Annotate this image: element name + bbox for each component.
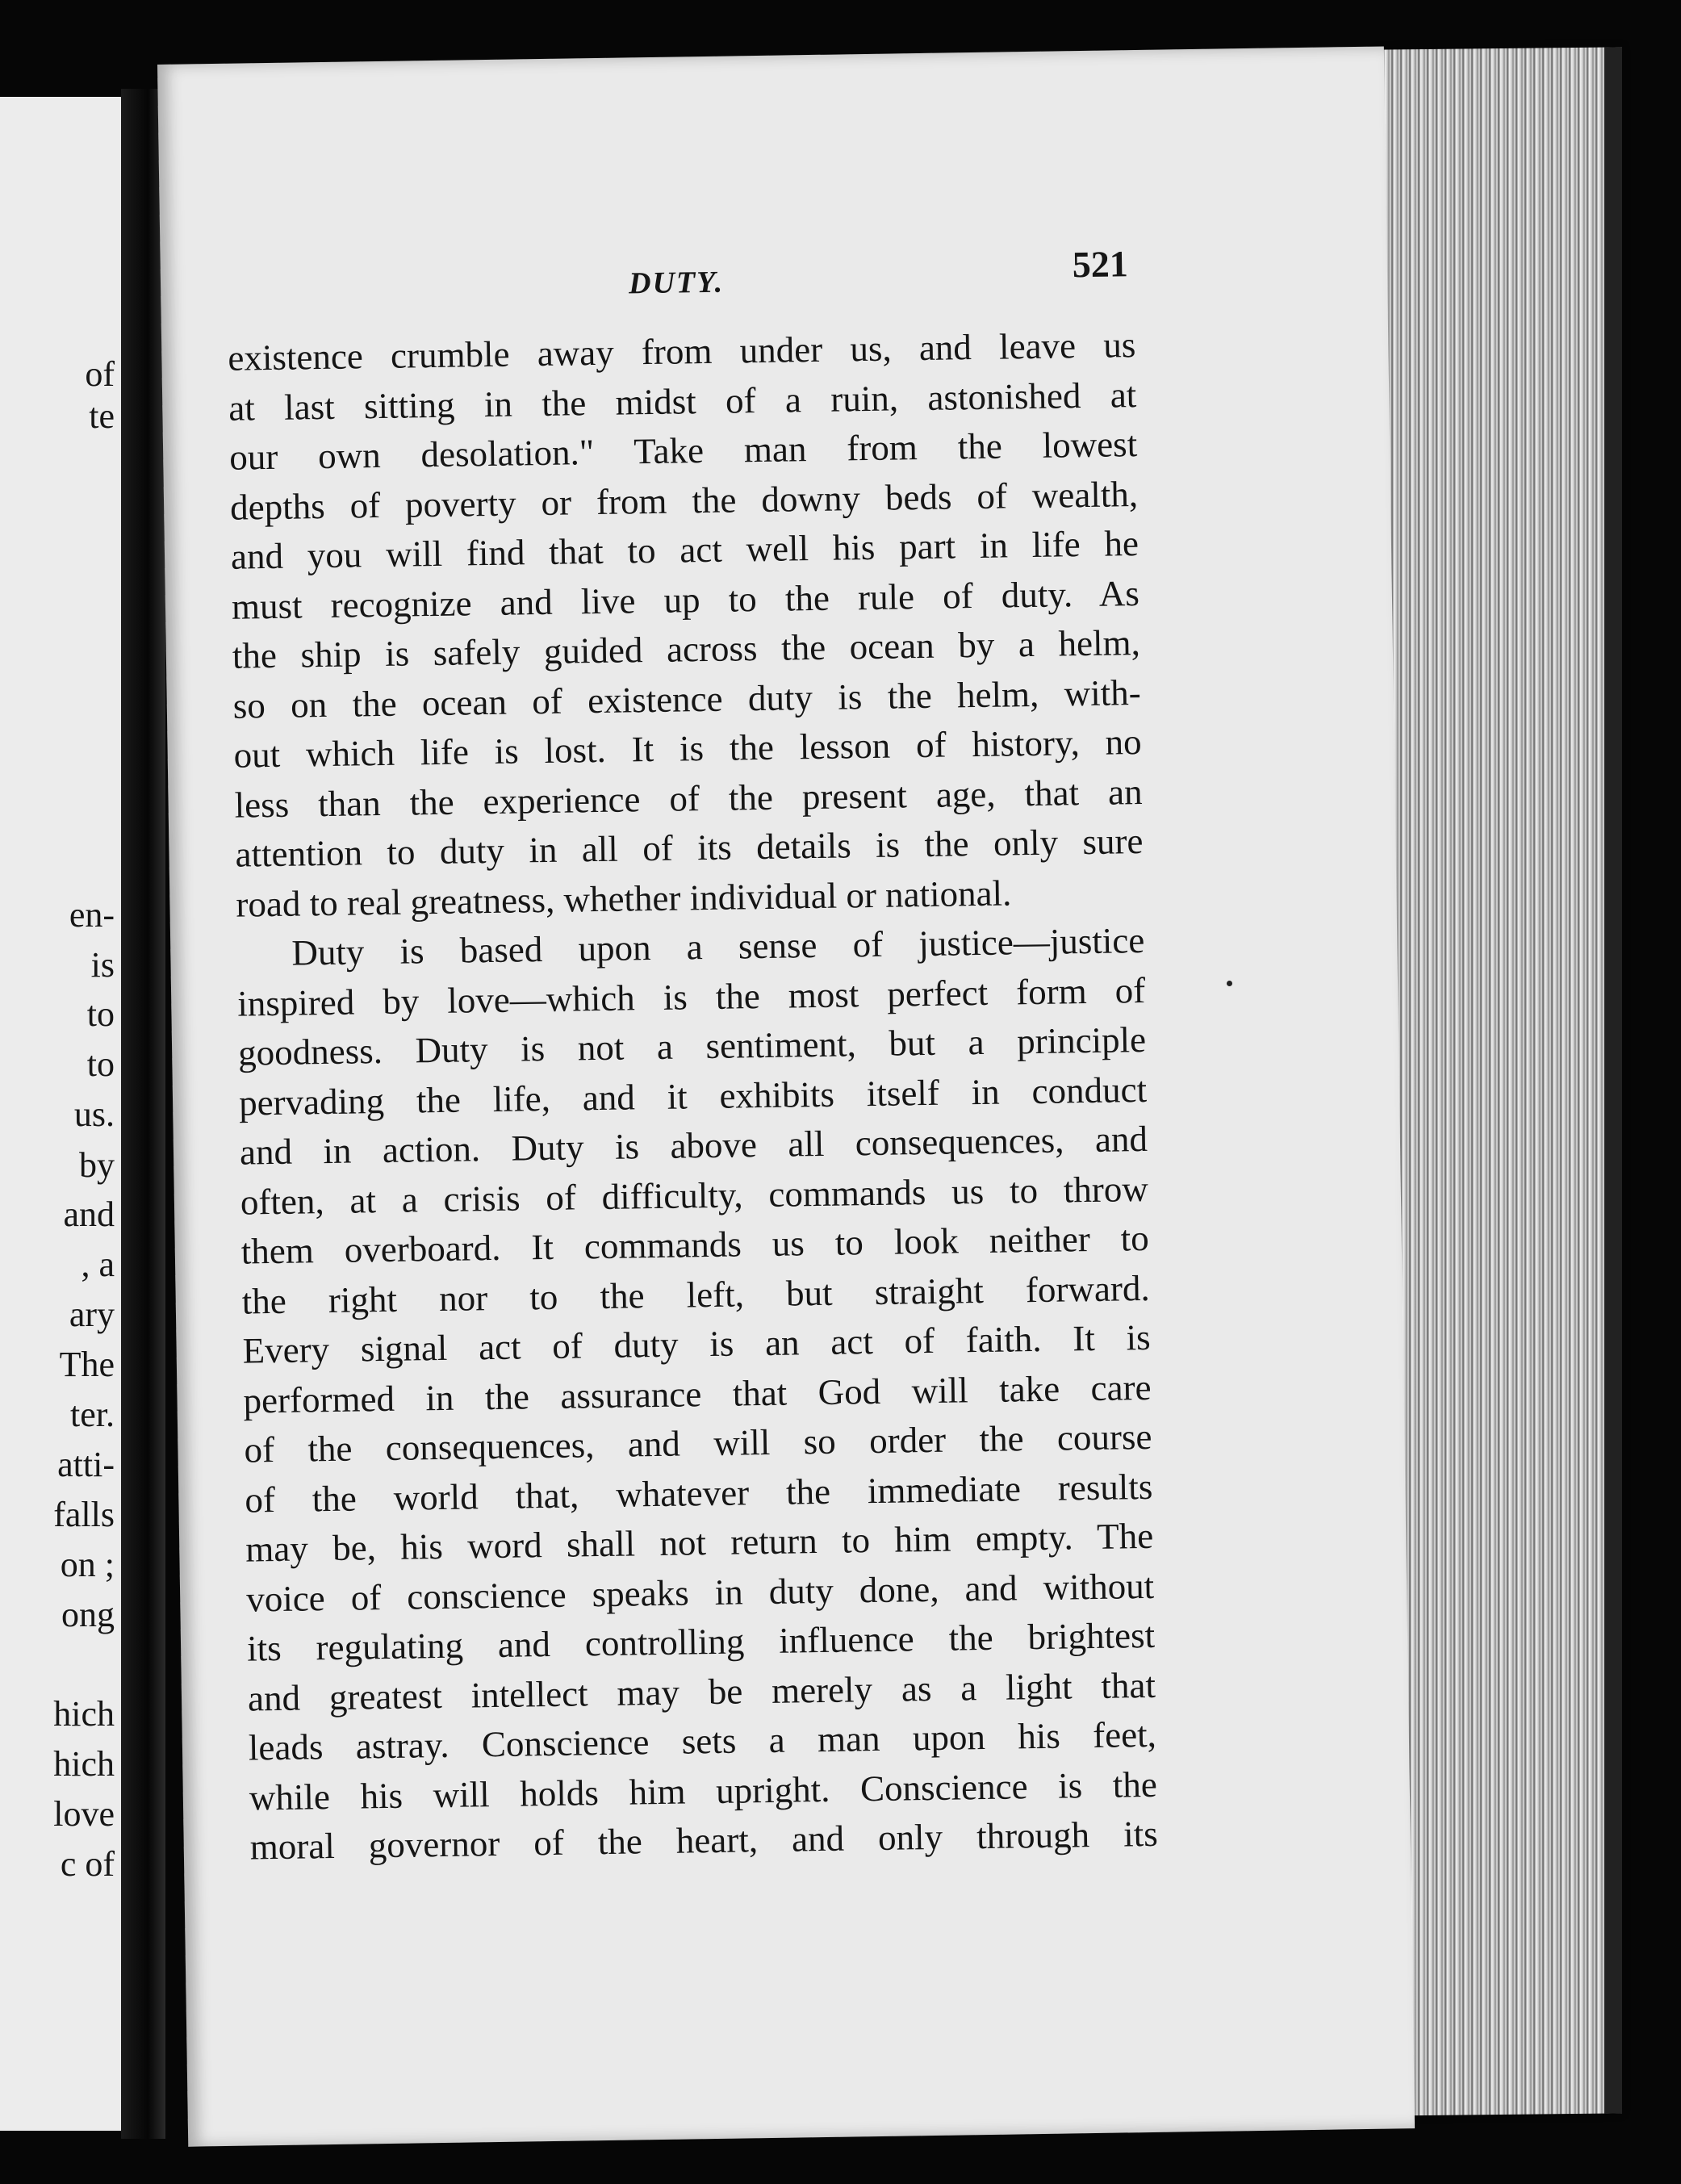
text-line: may be, his word shall not return to him empty. The: [245, 1515, 1154, 1570]
text-line: while his will holds him upright. Conscience is the: [249, 1764, 1158, 1818]
ink-speck: [1227, 981, 1232, 986]
text-line: Every signal act of duty is an act of faith. It is: [242, 1316, 1151, 1371]
previous-page-line: to: [86, 1044, 115, 1084]
previous-page-line: ong: [61, 1595, 115, 1634]
text-line: road to real greatness, whether individual or national.: [236, 872, 1012, 925]
text-line: less than the experience of the present age, that an: [234, 771, 1143, 826]
previous-page-line: en-: [69, 895, 115, 935]
text-line: inspired by love—which is the most perfect form of: [236, 969, 1146, 1024]
running-head: [160, 232, 1387, 315]
text-line: existence crumble away from under us, and leave us: [228, 324, 1136, 379]
text-line: pervading the life, and it exhibits itself in conduct: [238, 1069, 1148, 1123]
text-line: Duty is based upon a sense of justice—justice: [291, 919, 1145, 973]
previous-page-line: atti-: [57, 1445, 115, 1484]
text-line: and you will find that to act well his part in life he: [230, 523, 1139, 577]
text-line: performed in the assurance that God will take care: [243, 1366, 1152, 1421]
previous-page-line: c of: [60, 1844, 115, 1884]
text-line: the right nor to the left, but straight forward.: [241, 1267, 1150, 1322]
book-gutter: [121, 89, 165, 2139]
previous-page-line: love: [53, 1794, 115, 1834]
text-line: of the world that, whatever the immediate results: [245, 1466, 1153, 1521]
previous-page-line: te: [89, 396, 115, 436]
previous-page-line: is: [90, 945, 115, 985]
running-head-title: DUTY.: [628, 265, 725, 301]
text-line: and greatest intellect may be merely as a light that: [247, 1664, 1156, 1719]
text-line: moral governor of the heart, and only through its: [249, 1813, 1159, 1868]
previous-page-line: falls: [53, 1495, 115, 1534]
book-fore-edge: [1376, 47, 1622, 2115]
text-line: goodness. Duty is not a sentiment, but a principle: [237, 1019, 1147, 1073]
text-line: so on the ocean of existence duty is the helm, with-: [232, 672, 1142, 726]
previous-page-line: ter.: [70, 1395, 115, 1434]
text-line: at last sitting in the midst of a ruin, astonished at: [228, 374, 1137, 429]
previous-page-line: The: [59, 1345, 115, 1384]
text-line: depths of poverty or from the downy beds of wealth,: [229, 473, 1139, 528]
previous-page-line: on ;: [60, 1545, 115, 1584]
previous-page-line: ary: [69, 1295, 115, 1334]
text-line: its regulating and controlling influence the brightest: [246, 1614, 1156, 1669]
text-line: attention to duty in all of its details is the only sure: [235, 820, 1144, 875]
previous-page-line: and: [63, 1195, 115, 1234]
body-text: [228, 320, 1158, 1872]
text-line: often, at a crisis of difficulty, commands us to throw: [240, 1168, 1149, 1223]
previous-page-line: us.: [73, 1094, 115, 1134]
previous-page-line: hich: [53, 1744, 115, 1784]
previous-page-line: , a: [81, 1245, 115, 1284]
text-line: voice of conscience speaks in duty done, and without: [245, 1565, 1155, 1620]
main-page: [157, 46, 1415, 2146]
previous-page-fragment: [0, 97, 121, 2131]
text-line: leads astray. Conscience sets a man upon his feet,: [248, 1713, 1157, 1768]
text-line: our own desolation." Take man from the lowest: [228, 424, 1138, 478]
previous-page-line: of: [85, 354, 115, 394]
text-line: them overboard. It commands us to look neither to: [240, 1217, 1150, 1272]
previous-page-line: hich: [53, 1694, 115, 1734]
text-line: and in action. Duty is above all consequences, and: [239, 1118, 1148, 1173]
page-number: 521: [1072, 243, 1129, 286]
text-line: out which life is lost. It is the lesson of history, no: [233, 722, 1142, 776]
previous-page-line: by: [79, 1145, 115, 1185]
text-line: the ship is safely guided across the ocean by a helm,: [232, 622, 1141, 676]
text-line: must recognize and live up to the rule of duty. As: [231, 572, 1140, 627]
previous-page-line: to: [86, 994, 115, 1034]
text-line: of the consequences, and will so order the course: [244, 1416, 1152, 1471]
